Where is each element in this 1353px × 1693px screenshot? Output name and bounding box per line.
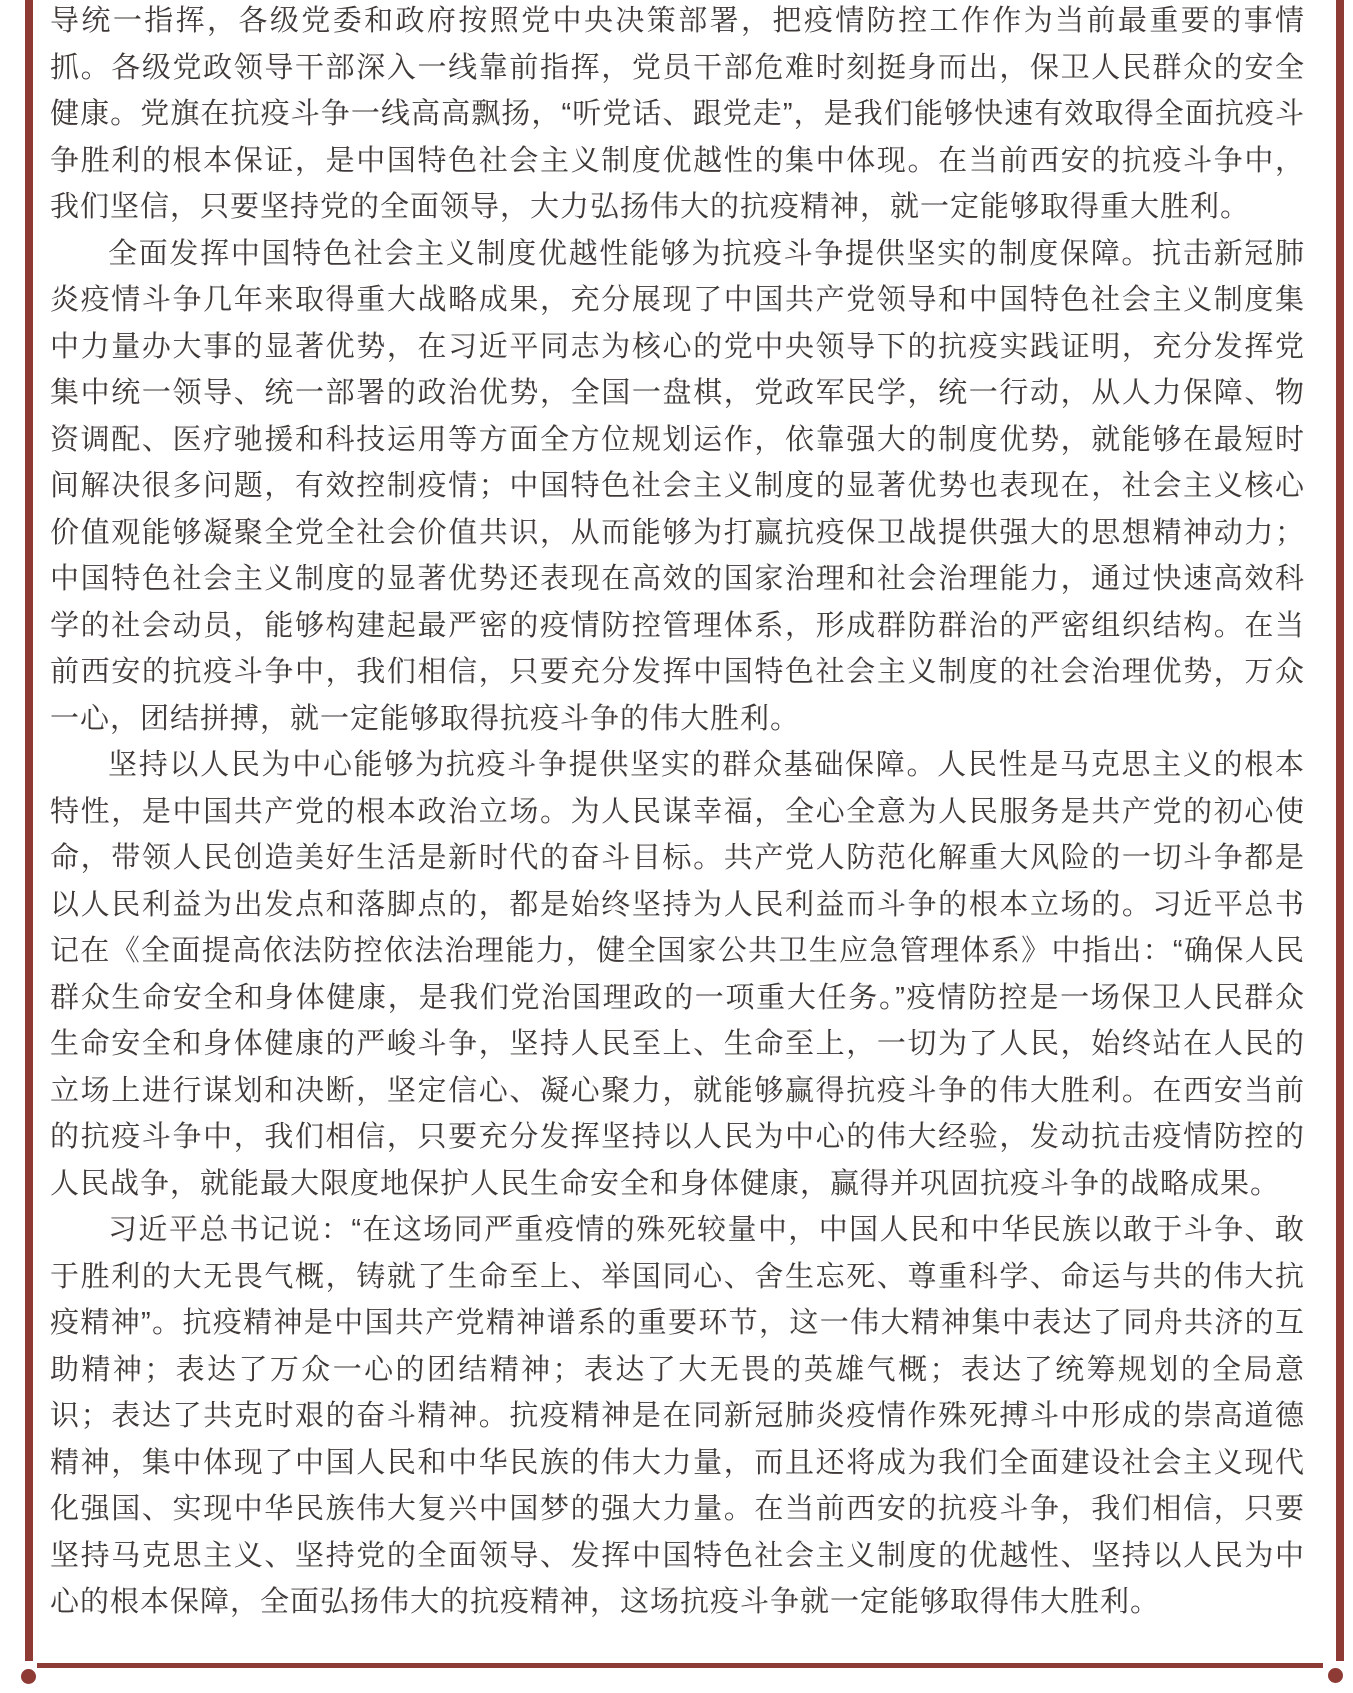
essay-body [50, 0, 1305, 1626]
paragraph-institutional-advantage: 全面发挥中国特色社会主义制度优越性能够为抗疫斗争提供坚实的制度保障。抗击新冠肺炎疫情斗争几年来取得重大战略成果，充分展现了中国共产党领导和中国特色社会主义制度集中力量办大事的显著优势，在习近平同志为核心的党中央领导下的抗疫实践证明，充分发挥党集中统一领导、统一部署的政治优势，全国一盘棋，党政军民学，统一行动，从人力保障、物资调配、医疗驰援和科技运用等方面全方位规划运作，依靠强大的制度优势，就能够在最短时间解决很多问题，有效控制疫情；中国特色社会主义制度的显著优势也表现在，社会主义核心价值观能够凝聚全党全社会价值共识，从而能够为打赢抗疫保卫战提供强大的思想精神动力；中国特色社会主义制度的显著优势还表现在高效的国家治理和社会治理能力，通过快速高效科学的社会动员，能够构建起最严密的疫情防控管理体系，形成群防群治的严密组织结构。在当前西安的抗疫斗争中，我们相信，只要充分发挥中国特色社会主义制度的社会治理优势，万众一心，团结拼搏，就一定能够取得抗疫斗争的伟大胜利。 [50, 237, 1305, 735]
bottom-rule-right-dot [1328, 1668, 1343, 1683]
paragraph-continuation: 导统一指挥，各级党委和政府按照党中央决策部署，把疫情防控工作作为当前最重要的事情抓。各级党政领导干部深入一线靠前指挥，党员干部危难时刻挺身而出，保卫人民群众的安全健康。党旗在抗疫斗争一线高高飘扬，“听党话、跟党走”，是我们能够快速有效取得全面抗疫斗争胜利的根本保证，是中国特色社会主义制度优越性的集中体现。在当前西安的抗疫斗争中，我们坚信，只要坚持党的全面领导，大力弘扬伟大的抗疫精神，就一定能够取得重大胜利。 [50, 5, 1305, 223]
bottom-rule-left-dot [21, 1669, 36, 1684]
paragraph-anti-epidemic-spirit: 习近平总书记说：“在这场同严重疫情的殊死较量中，中国人民和中华民族以敢于斗争、敢于胜利的大无畏气概，铸就了生命至上、举国同心、舍生忘死、尊重科学、命运与共的伟大抗疫精神”。抗疫精神是中国共产党精神谱系的重要环节，这一伟大精神集中表达了同舟共济的互助精神；表达了万众一心的团结精神；表达了大无畏的英雄气概；表达了统筹规划的全局意识；表达了共克时艰的奋斗精神。抗疫精神是在同新冠肺炎疫情作殊死搏斗中形成的崇高道德精神，集中体现了中国人民和中华民族的伟大力量，而且还将成为我们全面建设社会主义现代化强国、实现中华民族伟大复兴中国梦的强大力量。在当前西安的抗疫斗争，我们相信，只要坚持马克思主义、坚持党的全面领导、发挥中国特色社会主义制度的优越性、坚持以人民为中心的根本保障，全面弘扬伟大的抗疫精神，这场抗疫斗争就一定能够取得伟大胜利。 [50, 1214, 1305, 1618]
right-border-bar [1336, 0, 1344, 1661]
bottom-rule [37, 1663, 1323, 1668]
left-border-bar [25, 0, 33, 1661]
paragraph-people-centered: 坚持以人民为中心能够为抗疫斗争提供坚实的群众基础保障。人民性是马克思主义的根本特性，是中国共产党的根本政治立场。为人民谋幸福，全心全意为人民服务是共产党的初心使命，带领人民创造美好生活是新时代的奋斗目标。共产党人防范化解重大风险的一切斗争都是以人民利益为出发点和落脚点的，都是始终坚持为人民利益而斗争的根本立场的。习近平总书记在《全面提高依法防控依法治理能力，健全国家公共卫生应急管理体系》中指出：“确保人民群众生命安全和身体健康，是我们党治国理政的一项重大任务。”疫情防控是一场保卫人民群众生命安全和身体健康的严峻斗争，坚持人民至上、生命至上，一切为了人民，始终站在人民的立场上进行谋划和决断，坚定信心、凝心聚力，就能够赢得抗疫斗争的伟大胜利。在西安当前的抗疫斗争中，我们相信，只要充分发挥坚持以人民为中心的伟大经验，发动抗击疫情防控的人民战争，就能最大限度地保护人民生命安全和身体健康，赢得并巩固抗疫斗争的战略成果。 [50, 749, 1305, 1200]
